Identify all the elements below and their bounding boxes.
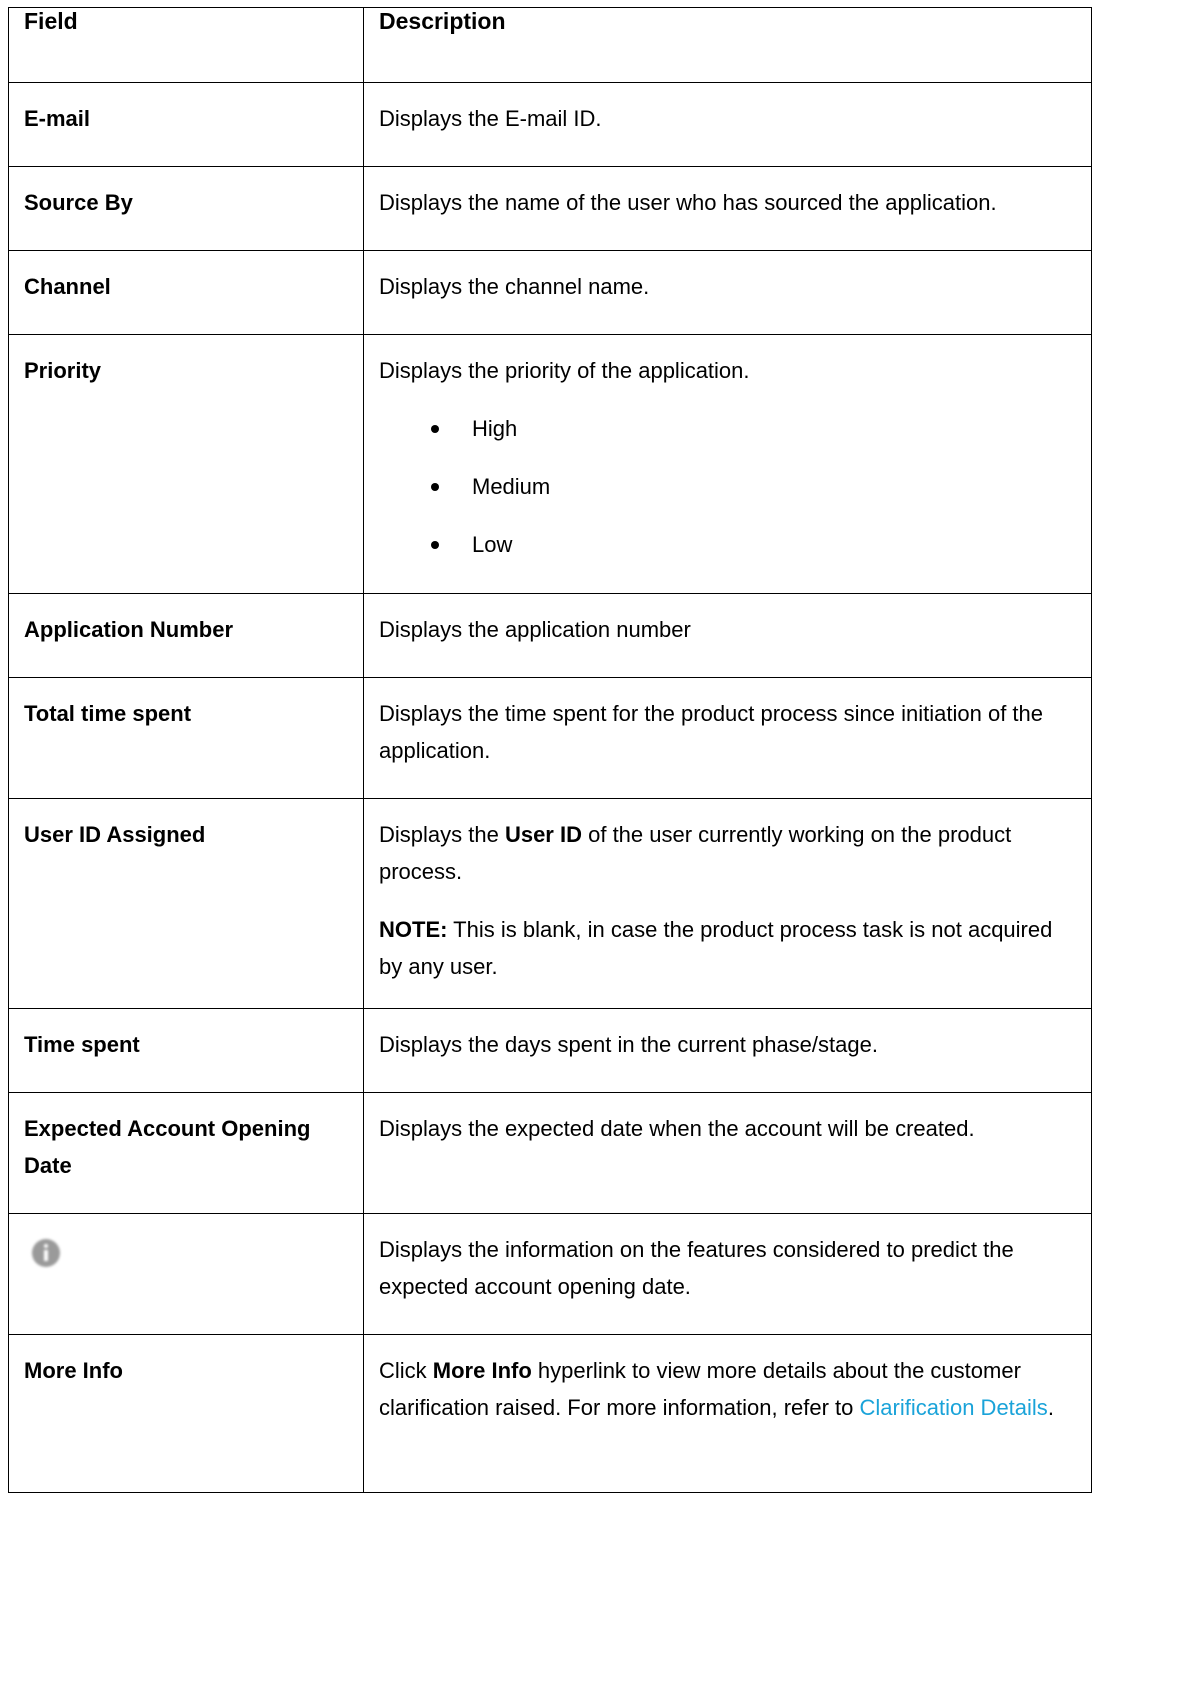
- clarification-details-link[interactable]: Clarification Details: [859, 1395, 1048, 1420]
- field-description: [364, 594, 1092, 678]
- field-description: [364, 83, 1092, 167]
- field-name: Channel: [9, 251, 364, 335]
- description-text-part: .: [1047, 1395, 1054, 1420]
- field-description: [364, 251, 1092, 335]
- description-text: Displays the channel name.: [379, 274, 650, 299]
- table-row-source-by: [9, 167, 1092, 251]
- description-text: Displays the E-mail ID.: [379, 106, 602, 131]
- field-name: [9, 1214, 364, 1335]
- table-row-user-id-assigned: [9, 799, 1092, 1009]
- description-text: [379, 1352, 1081, 1426]
- field-name: Priority: [9, 335, 364, 594]
- table-row-expected-date: [9, 1093, 1092, 1214]
- description-text: Displays the application number: [379, 617, 691, 642]
- field-description: [364, 335, 1092, 594]
- field-description: [364, 1009, 1092, 1093]
- description-text: Displays the name of the user who has sourced the application.: [379, 190, 997, 215]
- description-text-part: Click: [379, 1358, 433, 1383]
- table-row-email: [9, 83, 1092, 167]
- info-icon: [32, 1239, 60, 1267]
- list-item: Low: [379, 526, 1081, 563]
- field-name: Time spent: [9, 1009, 364, 1093]
- field-name: Expected Account Opening Date: [9, 1093, 364, 1214]
- description-column-header: Description: [364, 8, 1092, 83]
- table-header-row: [9, 8, 1092, 83]
- description-text-part: of the user currently working on the product process.: [379, 822, 1012, 884]
- description-text: Displays the priority of the application.: [379, 358, 750, 383]
- description-text: [379, 816, 1081, 890]
- description-text: Displays the time spent for the product process since initiation of the application.: [379, 701, 1044, 763]
- list-item: Medium: [379, 468, 1081, 505]
- table-row-info-icon: [9, 1214, 1092, 1335]
- note-label: NOTE:: [379, 917, 448, 942]
- field-description: [364, 678, 1092, 799]
- table-row-channel: [9, 251, 1092, 335]
- field-description-table: [8, 7, 1092, 1493]
- field-name: Application Number: [9, 594, 364, 678]
- field-description: [364, 1093, 1092, 1214]
- priority-options-list: [379, 410, 1081, 563]
- field-column-header: Field: [9, 8, 364, 83]
- field-description: [364, 1335, 1092, 1493]
- description-bold-term: More Info: [432, 1358, 532, 1383]
- description-text: Displays the expected date when the account will be created.: [379, 1116, 975, 1141]
- description-text-part: Displays the: [379, 822, 505, 847]
- note-text: [379, 911, 1081, 985]
- field-description: [364, 167, 1092, 251]
- table-row-more-info: [9, 1335, 1092, 1493]
- list-item: High: [379, 410, 1081, 447]
- table-row-application-number: [9, 594, 1092, 678]
- description-text-part: hyperlink to view more details about the customer clarification raised. For more information, refer to: [379, 1358, 1021, 1420]
- note-body: This is blank, in case the product process task is not acquired by any user.: [379, 917, 1053, 979]
- description-text: Displays the days spent in the current phase/stage.: [379, 1032, 878, 1057]
- field-name: More Info: [9, 1335, 364, 1493]
- field-name: E-mail: [9, 83, 364, 167]
- description-bold-term: User ID: [504, 822, 582, 847]
- field-name: Source By: [9, 167, 364, 251]
- field-name: User ID Assigned: [9, 799, 364, 1009]
- table-row-time-spent: [9, 1009, 1092, 1093]
- field-description: [364, 799, 1092, 1009]
- field-description: [364, 1214, 1092, 1335]
- description-text: Displays the information on the features considered to predict the expected account opening date.: [379, 1237, 1014, 1299]
- field-name: Total time spent: [9, 678, 364, 799]
- table-row-total-time-spent: [9, 678, 1092, 799]
- table-row-priority: [9, 335, 1092, 594]
